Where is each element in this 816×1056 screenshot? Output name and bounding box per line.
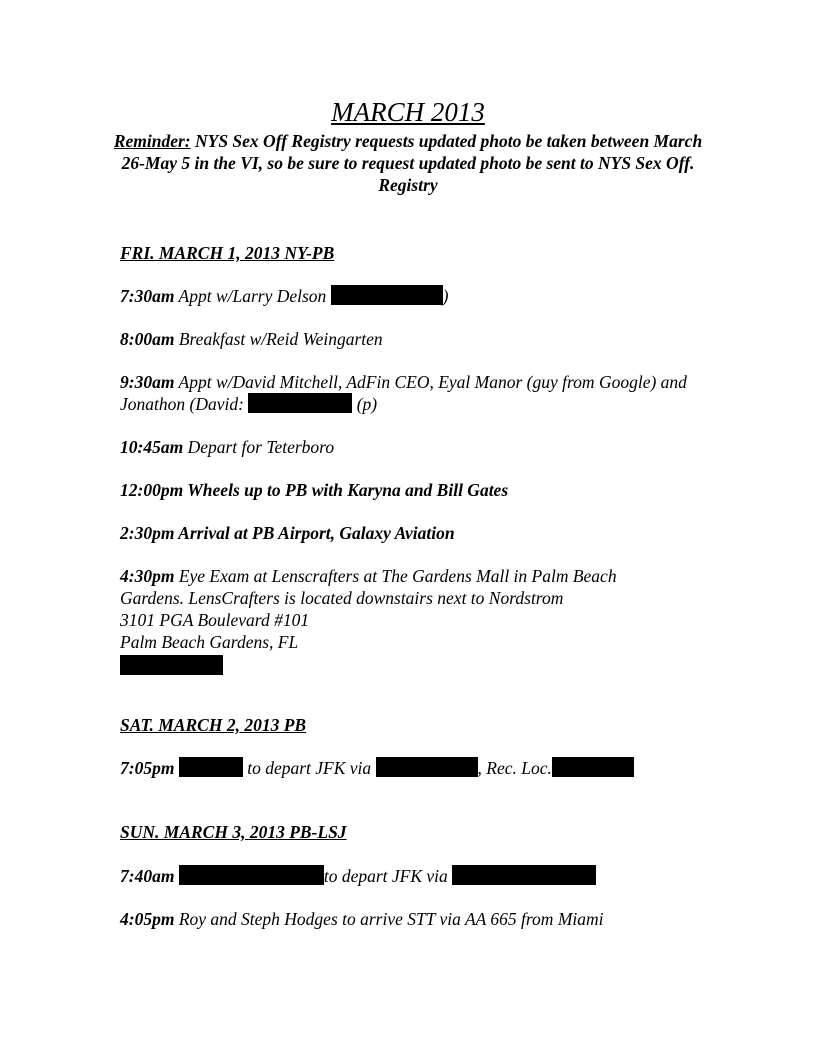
address-line-2: Palm Beach Gardens, FL	[120, 632, 299, 652]
reminder-text: NYS Sex Off Registry requests updated photo be taken between March 26-May 5 in the VI, so be sure to request updated photo be sent to NYS Sex Off. Registry	[121, 131, 703, 195]
day-header-sat: SAT. MARCH 2, 2013 PB	[120, 715, 307, 735]
entry-text-tail: )	[442, 286, 449, 306]
entry-430pm	[120, 565, 680, 677]
entry-text: Breakfast w/Reid Weingarten	[174, 329, 383, 349]
entry-time: 7:30am	[120, 286, 175, 306]
redaction-block	[248, 393, 352, 413]
entry-time: 4:05pm	[120, 909, 175, 929]
entry-705pm	[120, 757, 720, 779]
page-title: MARCH 2013	[331, 97, 485, 127]
redaction-block	[179, 865, 324, 885]
entry-text: Appt w/Larry Delson	[174, 286, 331, 306]
entry-405pm	[120, 908, 720, 930]
entry-800am	[120, 328, 720, 350]
entry-text: Eye Exam at Lenscrafters at The Gardens Mall in Palm Beach Gardens. LensCrafters is located downstairs next to Nordstrom	[120, 566, 617, 608]
redaction-block	[179, 757, 243, 777]
entry-740am	[120, 865, 720, 887]
redaction-block	[376, 757, 478, 777]
entry-text: Roy and Steph Hodges to arrive STT via AA 665 from Miami	[174, 909, 604, 929]
reminder-note	[110, 130, 706, 196]
entry-930am	[120, 371, 710, 415]
entry-1200pm: 12:00pm Wheels up to PB with Karyna and Bill Gates	[120, 480, 509, 500]
entry-730am	[120, 285, 720, 307]
entry-time: 8:00am	[120, 329, 175, 349]
entry-time: 10:45am	[120, 437, 184, 457]
entry-1045am	[120, 436, 720, 458]
redaction-block	[452, 865, 596, 885]
day-header-fri: FRI. MARCH 1, 2013 NY-PB	[120, 243, 335, 263]
entry-time: 7:05pm	[120, 758, 175, 778]
entry-text: Depart for Teterboro	[183, 437, 335, 457]
entry-time: 9:30am	[120, 372, 175, 392]
entry-text: to depart JFK via	[242, 758, 376, 778]
reminder-label: Reminder:	[113, 131, 191, 151]
address-line-1: 3101 PGA Boulevard #101	[120, 610, 310, 630]
redaction-block	[552, 757, 634, 777]
entry-text: to depart JFK via	[323, 866, 453, 886]
entry-230pm: 2:30pm Arrival at PB Airport, Galaxy Aviation	[120, 523, 455, 543]
entry-text: Appt w/David Mitchell, AdFin CEO, Eyal Manor (guy from Google) and Jonathon (David:	[120, 372, 687, 414]
day-header-sun: SUN. MARCH 3, 2013 PB-LSJ	[120, 822, 347, 842]
entry-time: 4:30pm	[120, 566, 175, 586]
redaction-block	[331, 285, 443, 305]
entry-text-tail: , Rec. Loc.	[477, 758, 552, 778]
entry-text-tail: (p)	[352, 394, 378, 414]
entry-time: 7:40am	[120, 866, 175, 886]
redaction-block	[120, 655, 223, 675]
